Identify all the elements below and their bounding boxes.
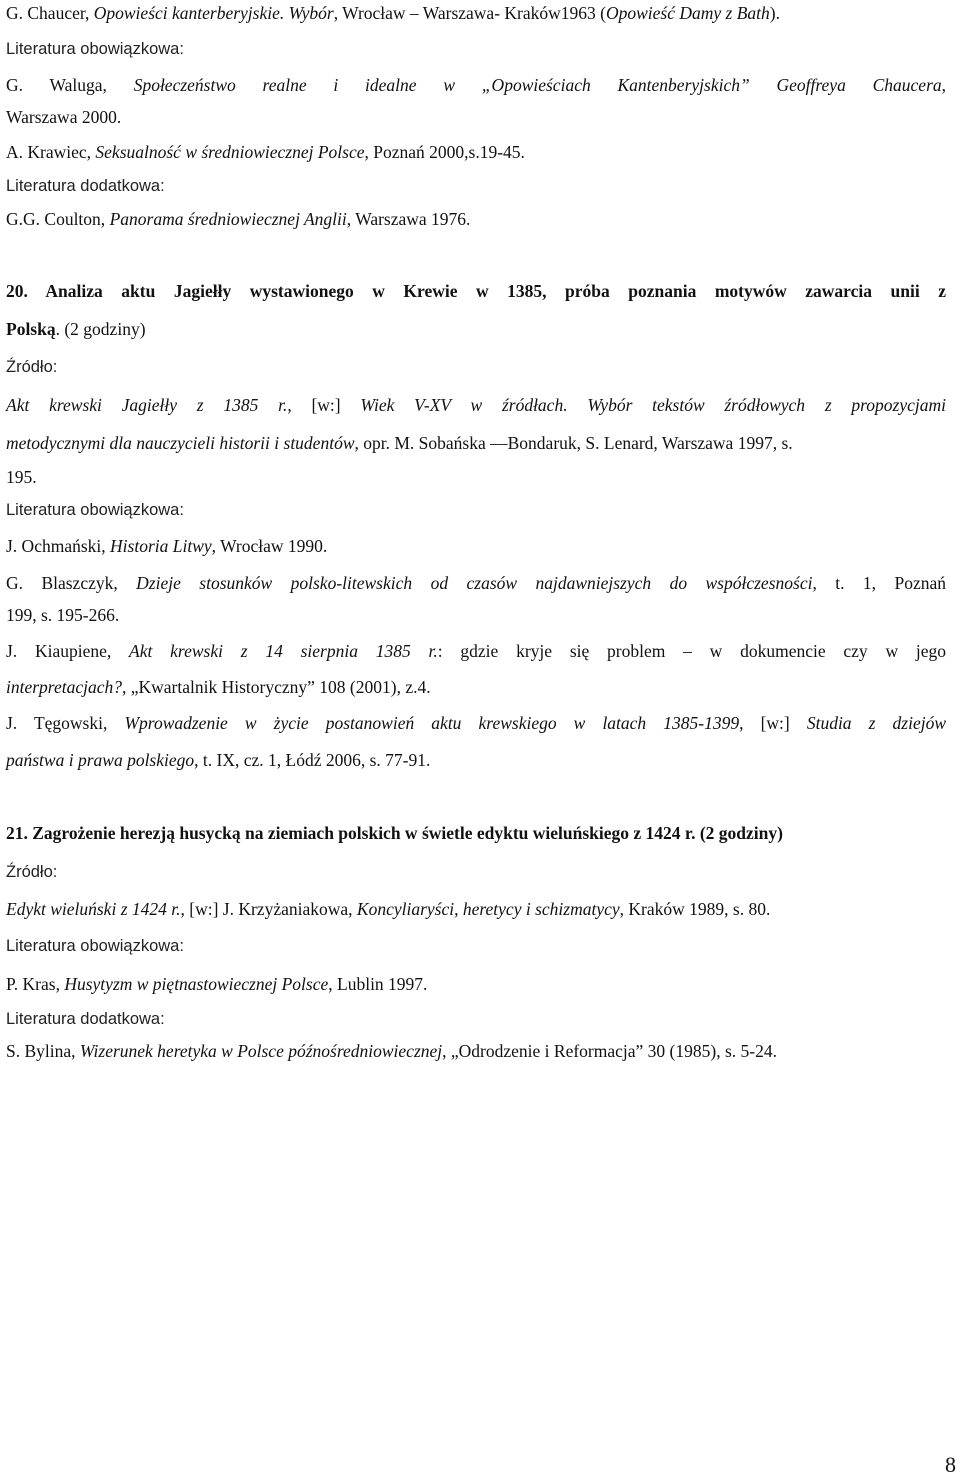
text: , [w:] — [739, 713, 807, 733]
text: , „Odrodzenie i Reformacja” 30 (1985), s. 5-24. — [442, 1041, 777, 1061]
text: A. Krawiec, — [6, 142, 96, 162]
text: ). — [769, 3, 780, 23]
title-italic: Opowieść Damy z Bath — [605, 3, 770, 23]
bib-entry-tegowski-cont — [6, 749, 430, 771]
title-italic: Koncyliaryści, heretycy i schizmatycy — [356, 899, 620, 919]
source-entry-akt-krewski — [6, 394, 946, 416]
text: , Warszawa 1976. — [346, 209, 471, 229]
label-required-literature: Literatura obowiązkowa: — [6, 40, 184, 58]
text: , — [941, 75, 947, 95]
text: : gdzie kryje się problem – w dokumencie czy w jego — [437, 641, 946, 661]
title-italic: Akt krewski z 14 sierpnia 1385 r. — [129, 641, 438, 661]
bib-entry-kiaupiene — [6, 640, 946, 662]
source-entry-akt-krewski-cont — [6, 432, 793, 454]
text: , [w:] — [287, 395, 361, 415]
title-italic: Dzieje stosunków polsko-litewskich od czasów najdawniejszych do współczesności — [136, 573, 813, 593]
text: . (2 godziny) — [55, 319, 146, 339]
text: J. Tęgowski, — [6, 713, 125, 733]
text: , Kraków 1989, s. 80. — [619, 899, 771, 919]
bib-entry-krawiec — [6, 141, 525, 163]
title-italic: Wprowadzenie w życie postanowień aktu krewskiego w latach 1385-1399 — [124, 713, 740, 733]
section-heading-20: 20. Analiza aktu Jagiełły wystawionego w Krewie w 1385, próba poznania motywów zawarcia unii z — [6, 281, 946, 301]
title-italic: metodycznymi dla nauczycieli historii i studentów — [6, 433, 355, 453]
section-heading-21: 21. Zagrożenie herezją husycką na ziemiach polskich w świetle edyktu wieluńskiego z 1424 r. (2 godziny) — [6, 823, 783, 843]
title-italic: interpretacjach? — [6, 677, 122, 697]
label-required-literature: Literatura obowiązkowa: — [6, 501, 184, 519]
bib-entry-bylina — [6, 1040, 777, 1062]
title-italic: Społeczeństwo realne i idealne w „Opowieściach Kantenberyjskich” Geoffreya Chaucera — [133, 75, 942, 95]
title-italic: Opowieści kanterberyjskie. Wybór — [93, 3, 334, 23]
text: , Poznań 2000,s.19-45. — [364, 142, 525, 162]
text: G. Waluga, — [6, 75, 134, 95]
text: Polską — [6, 319, 56, 339]
bib-entry-chaucer — [6, 2, 780, 24]
page-number: 8 — [945, 1452, 956, 1477]
document-page — [6, 0, 952, 1484]
bib-entry-ochmanski — [6, 535, 327, 557]
bib-entry-tegowski — [6, 712, 946, 734]
title-italic: Panorama średniowiecznej Anglii — [109, 209, 347, 229]
text: J. Ochmański, — [6, 536, 111, 556]
source-entry-edykt — [6, 898, 770, 920]
label-additional-literature: Literatura dodatkowa: — [6, 1010, 165, 1028]
section-heading-20-cont — [6, 318, 146, 340]
title-italic: Wiek V-XV w źródłach. Wybór tekstów źródłowych z propozycjami — [360, 395, 946, 415]
bib-entry-waluga — [6, 74, 946, 96]
label-source: Źródło: — [6, 863, 58, 881]
title-italic: Edykt wieluński z 1424 r. — [6, 899, 181, 919]
title-italic: Seksualność w średniowiecznej Polsce — [95, 142, 365, 162]
title-italic: Studia z dziejów — [806, 713, 947, 733]
text: J. Kiaupiene, — [6, 641, 130, 661]
text: , Lublin 1997. — [328, 974, 428, 994]
text: G. Blaszczyk, — [6, 573, 137, 593]
text: , t. IX, cz. 1, Łódź 2006, s. 77-91. — [194, 750, 431, 770]
text: , „Kwartalnik Historyczny” 108 (2001), z.4. — [122, 677, 431, 697]
bib-entry-kiaupiene-cont — [6, 676, 431, 698]
title-italic: państwa i prawa polskiego — [6, 750, 195, 770]
title-italic: Historia Litwy — [110, 536, 212, 556]
text: , Wrocław – Warszawa- Kraków1963 ( — [333, 3, 606, 23]
text: , t. 1, Poznań — [812, 573, 946, 593]
source-entry-akt-krewski-end: 195. — [6, 467, 37, 487]
text: , Wrocław 1990. — [211, 536, 328, 556]
bib-entry-waluga-cont: Warszawa 2000. — [6, 107, 122, 127]
label-required-literature: Literatura obowiązkowa: — [6, 937, 184, 955]
title-italic: Akt krewski Jagiełły z 1385 r. — [6, 395, 288, 415]
bib-entry-kras — [6, 973, 427, 995]
text: , opr. M. Sobańska —Bondaruk, S. Lenard, Warszawa 1997, s. — [354, 433, 793, 453]
title-italic: Wizerunek heretyka w Polsce późnośredniowiecznej — [79, 1041, 443, 1061]
text: S. Bylina, — [6, 1041, 80, 1061]
bib-entry-coulton — [6, 208, 470, 230]
title-italic: Husytyzm w piętnastowiecznej Polsce — [64, 974, 329, 994]
text: , [w:] J. Krzyżaniakowa, — [180, 899, 357, 919]
label-source: Źródło: — [6, 358, 58, 376]
bib-entry-blaszczyk-cont: 199, s. 195-266. — [6, 605, 120, 625]
text: G. Chaucer, — [6, 3, 94, 23]
text: G.G. Coulton, — [6, 209, 110, 229]
label-additional-literature: Literatura dodatkowa: — [6, 177, 165, 195]
bib-entry-blaszczyk — [6, 572, 946, 594]
text: P. Kras, — [6, 974, 65, 994]
